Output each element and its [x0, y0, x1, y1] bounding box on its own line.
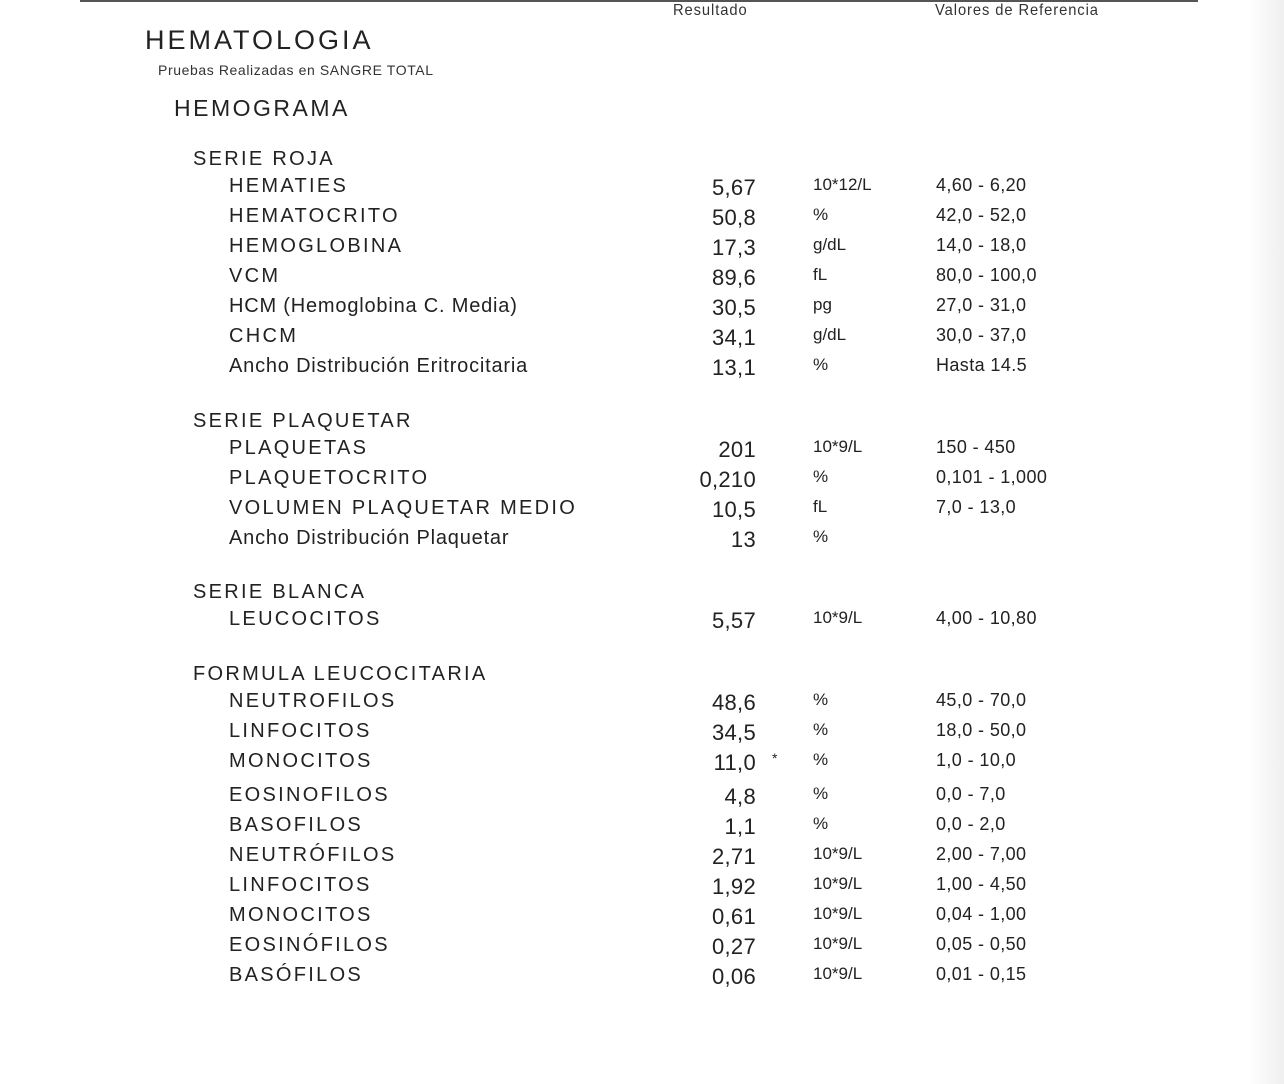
test-name: Ancho Distribución Plaquetar	[229, 527, 510, 549]
column-header-result: Resultado	[673, 2, 748, 19]
test-reference-range: 0,0 - 7,0	[936, 784, 1006, 804]
test-name: VOLUMEN PLAQUETAR MEDIO	[229, 497, 578, 519]
test-unit: %	[813, 355, 829, 374]
result-row-eosinofilos-pct	[0, 784, 1284, 814]
result-row-basofilos-pct	[0, 814, 1284, 844]
result-row-leucocitos	[0, 608, 1284, 638]
test-unit: 10*9/L	[813, 437, 863, 456]
test-name: LINFOCITOS	[229, 874, 372, 896]
test-reference-range: 150 - 450	[936, 437, 1016, 457]
result-row-plaquetas	[0, 437, 1284, 467]
test-reference-range: 0,04 - 1,00	[936, 904, 1027, 924]
test-value: 89,6	[711, 265, 756, 290]
test-unit: %	[813, 814, 829, 833]
test-reference-range: 0,0 - 2,0	[936, 814, 1006, 834]
column-header-reference: Valores de Referencia	[935, 2, 1099, 19]
test-value: 50,8	[711, 205, 756, 230]
test-value: 0,61	[711, 904, 756, 929]
test-name: PLAQUETAS	[229, 437, 369, 459]
test-name: Ancho Distribución Eritrocitaria	[229, 355, 529, 377]
test-value: 0,27	[711, 934, 756, 959]
test-reference-range: 7,0 - 13,0	[936, 497, 1017, 517]
test-name: CHCM	[229, 325, 299, 347]
test-value: 13,1	[711, 355, 756, 380]
test-reference-range: 45,0 - 70,0	[936, 690, 1027, 710]
test-name: MONOCITOS	[229, 904, 373, 926]
test-unit: %	[813, 750, 829, 769]
test-value: 5,57	[711, 608, 756, 633]
result-row-basofilos-abs	[0, 964, 1284, 994]
test-name: VCM	[229, 265, 281, 287]
test-name: LINFOCITOS	[229, 720, 372, 742]
test-unit: fL	[813, 265, 828, 284]
result-row-hemoglobina	[0, 235, 1284, 265]
test-unit: 10*9/L	[813, 964, 863, 983]
test-unit: pg	[813, 295, 832, 314]
result-row-hematies	[0, 175, 1284, 205]
test-reference-range: 1,00 - 4,50	[936, 874, 1027, 894]
panel-title: HEMOGRAMA	[174, 95, 350, 121]
test-reference-range: 4,00 - 10,80	[936, 608, 1037, 628]
department-subtitle: Pruebas Realizadas en SANGRE TOTAL	[158, 62, 434, 78]
test-unit: %	[813, 527, 829, 546]
result-row-vpm	[0, 497, 1284, 527]
test-unit: %	[813, 720, 829, 739]
section-title-serie-blanca: SERIE BLANCA	[193, 581, 367, 603]
test-unit: fL	[813, 497, 828, 516]
test-reference-range: 1,0 - 10,0	[936, 750, 1017, 770]
test-name: NEUTROFILOS	[229, 690, 397, 712]
test-reference-range: 27,0 - 31,0	[936, 295, 1027, 315]
test-name: LEUCOCITOS	[229, 608, 382, 630]
test-name: HCM (Hemoglobina C. Media)	[229, 295, 518, 317]
test-name: HEMOGLOBINA	[229, 235, 404, 257]
test-reference-range: 0,101 - 1,000	[936, 467, 1048, 487]
section-title-formula-leucocitaria: FORMULA LEUCOCITARIA	[193, 663, 488, 685]
test-name: EOSINOFILOS	[229, 784, 390, 806]
test-reference-range: 80,0 - 100,0	[936, 265, 1037, 285]
test-reference-range: 30,0 - 37,0	[936, 325, 1027, 345]
test-value: 17,3	[711, 235, 756, 260]
test-value: 34,5	[711, 720, 756, 745]
test-value: 11,0	[713, 750, 756, 775]
result-row-vcm	[0, 265, 1284, 295]
test-value: 1,92	[711, 874, 756, 899]
result-row-plaquetocrito	[0, 467, 1284, 497]
test-value: 4,8	[724, 784, 756, 809]
result-row-eosinofilos-abs	[0, 934, 1284, 964]
test-unit: 10*9/L	[813, 904, 863, 923]
result-row-ade	[0, 355, 1284, 385]
test-unit: %	[813, 467, 829, 486]
test-name: EOSINÓFILOS	[229, 934, 390, 956]
test-value: 0,06	[711, 964, 756, 989]
test-name: BASÓFILOS	[229, 964, 364, 986]
test-unit: 10*9/L	[813, 934, 863, 953]
test-unit: g/dL	[813, 325, 847, 344]
test-value: 10,5	[711, 497, 756, 522]
test-unit: 10*9/L	[813, 844, 863, 863]
test-reference-range: 0,01 - 0,15	[936, 964, 1027, 984]
result-row-hcm	[0, 295, 1284, 325]
result-row-adp	[0, 527, 1284, 557]
test-unit: 10*9/L	[813, 874, 863, 893]
out-of-range-flag: *	[772, 750, 778, 766]
test-value: 13	[730, 527, 756, 552]
section-title-serie-plaquetar: SERIE PLAQUETAR	[193, 410, 413, 432]
test-name: HEMATIES	[229, 175, 349, 197]
result-row-monocitos-pct	[0, 750, 1284, 780]
test-name: MONOCITOS	[229, 750, 373, 772]
test-reference-range: 14,0 - 18,0	[936, 235, 1027, 255]
test-value: 5,67	[711, 175, 756, 200]
test-unit: g/dL	[813, 235, 847, 254]
test-reference-range: 0,05 - 0,50	[936, 934, 1027, 954]
test-unit: %	[813, 784, 829, 803]
test-unit: 10*12/L	[813, 175, 872, 194]
test-value: 30,5	[711, 295, 756, 320]
test-unit: %	[813, 690, 829, 709]
result-row-neutrofilos-pct	[0, 690, 1284, 720]
test-name: HEMATOCRITO	[229, 205, 400, 227]
result-row-neutrofilos-abs	[0, 844, 1284, 874]
test-value: 34,1	[711, 325, 756, 350]
result-row-linfocitos-abs	[0, 874, 1284, 904]
test-unit: 10*9/L	[813, 608, 863, 627]
test-name: NEUTRÓFILOS	[229, 844, 397, 866]
department-title: HEMATOLOGIA	[145, 25, 374, 55]
test-name: PLAQUETOCRITO	[229, 467, 430, 489]
test-name: BASOFILOS	[229, 814, 364, 836]
test-value: 0,210	[699, 467, 756, 492]
test-reference-range: 4,60 - 6,20	[936, 175, 1027, 195]
section-title-serie-roja: SERIE ROJA	[193, 148, 335, 170]
test-reference-range: 2,00 - 7,00	[936, 844, 1027, 864]
result-row-monocitos-abs	[0, 904, 1284, 934]
test-value: 1,1	[724, 814, 756, 839]
test-reference-range: 42,0 - 52,0	[936, 205, 1027, 225]
result-row-chcm	[0, 325, 1284, 355]
test-value: 48,6	[711, 690, 756, 715]
result-row-hematocrito	[0, 205, 1284, 235]
test-value: 201	[718, 437, 756, 462]
test-unit: %	[813, 205, 829, 224]
test-value: 2,71	[711, 844, 756, 869]
test-reference-range: 18,0 - 50,0	[936, 720, 1027, 740]
result-row-linfocitos-pct	[0, 720, 1284, 750]
test-reference-range: Hasta 14.5	[936, 355, 1028, 375]
